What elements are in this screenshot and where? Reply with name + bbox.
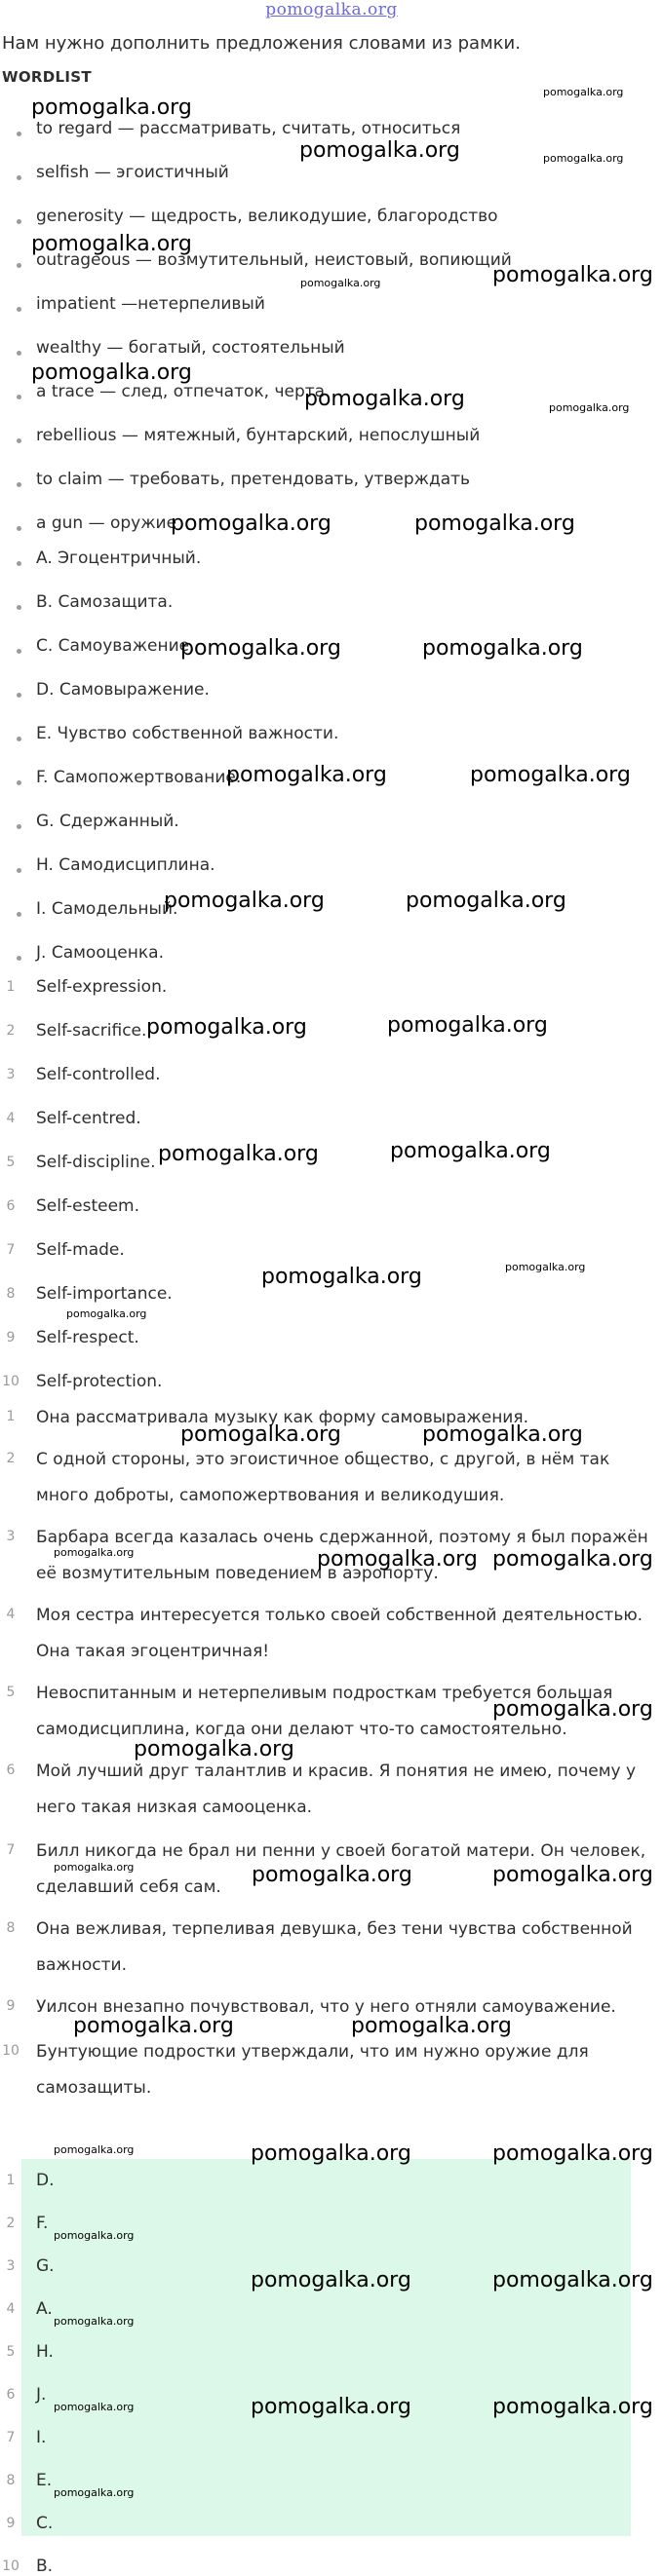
item-number: 9 [6, 1330, 16, 1345]
wordlist-item: to claim — требовать, претендовать, утверждать [36, 470, 471, 489]
list-bullet [17, 307, 21, 312]
item-number: 3 [6, 1067, 16, 1082]
word-item: Self-protection. [36, 1372, 163, 1391]
watermark: pomogalka.org [54, 1546, 135, 1559]
task-instruction: Нам нужно дополнить предложения словами из рамки. [2, 33, 521, 54]
watermark: pomogalka.org [54, 2229, 135, 2242]
answer-item: D. [36, 2171, 55, 2190]
watermark: pomogalka.org [387, 1013, 548, 1038]
watermark: pomogalka.org [226, 763, 387, 787]
item-number: 7 [6, 2430, 16, 2445]
wordlist-item: to regard — рассматривать, считать, относиться [36, 119, 461, 138]
watermark: pomogalka.org [351, 2014, 512, 2038]
wordlist-item: selfish — эгоистичный [36, 163, 229, 182]
list-bullet [17, 868, 21, 873]
watermark: pomogalka.org [66, 1307, 147, 1320]
word-item: Self-esteem. [36, 1196, 140, 1216]
item-number: 8 [6, 2473, 16, 2488]
answer-item: J. [36, 2385, 47, 2405]
watermark: pomogalka.org [180, 1422, 341, 1447]
item-number: 5 [6, 2344, 16, 2360]
watermark: pomogalka.org [164, 889, 325, 913]
watermark: pomogalka.org [543, 152, 624, 165]
word-item: Self-importance. [36, 1284, 173, 1304]
sentence-item: Она рассматривала музыку как форму самовыражения. [36, 1408, 528, 1427]
item-number: 5 [6, 1155, 16, 1170]
option-item: J. Самооценка. [36, 943, 164, 963]
word-item: Self-sacrifice. [36, 1021, 147, 1041]
word-item: Self-respect. [36, 1328, 139, 1347]
item-number: 4 [6, 1607, 16, 1622]
list-bullet [17, 482, 21, 487]
item-number: 1 [6, 2173, 16, 2188]
item-number: 4 [6, 1111, 16, 1126]
list-bullet [17, 526, 21, 531]
option-item: E. Чувство собственной важности. [36, 724, 339, 743]
watermark: pomogalka.org [492, 2268, 653, 2292]
answer-item: C. [36, 2514, 54, 2533]
list-bullet [17, 912, 21, 917]
watermark: pomogalka.org [422, 1422, 583, 1447]
watermark: pomogalka.org [414, 511, 575, 536]
sentence-item: Она вежливая, терпеливая девушка, без тени чувства собственной важности. [36, 1919, 633, 1975]
list-bullet [17, 956, 21, 961]
watermark: pomogalka.org [180, 636, 341, 661]
watermark: pomogalka.org [317, 1547, 478, 1572]
answer-item: E. [36, 2471, 53, 2490]
item-number: 9 [6, 2516, 16, 2531]
watermark: pomogalka.org [300, 277, 381, 289]
sentence-item: Уилсон внезапно почувствовал, что у него отняли самоуважение. [36, 1997, 616, 2017]
item-number: 5 [6, 1685, 16, 1700]
item-number: 3 [6, 1529, 16, 1544]
sentence-item: Моя сестра интересуется только своей собственной деятельностью. Она такая эгоцентричная! [36, 1606, 644, 1661]
list-bullet [17, 649, 21, 654]
watermark: pomogalka.org [54, 2401, 135, 2413]
watermark: pomogalka.org [543, 86, 624, 98]
list-bullet [17, 132, 21, 136]
item-number: 3 [6, 2258, 16, 2274]
list-bullet [17, 351, 21, 356]
wordlist-item: rebellious — мятежный, бунтарский, непослушный [36, 426, 481, 445]
watermark: pomogalka.org [492, 1863, 653, 1887]
watermark: pomogalka.org [422, 636, 583, 661]
watermark: pomogalka.org [406, 889, 566, 913]
answer-item: H. [36, 2342, 54, 2362]
list-bullet [17, 175, 21, 180]
list-bullet [17, 263, 21, 268]
word-item: Self-controlled. [36, 1065, 161, 1084]
watermark: pomogalka.org [54, 2143, 135, 2156]
item-number: 10 [2, 2043, 20, 2059]
wordlist-item: outrageous — возмутительный, неистовый, вопиющий [36, 250, 512, 270]
list-bullet [17, 605, 21, 610]
watermark: pomogalka.org [54, 1861, 135, 1874]
watermark: pomogalka.org [470, 763, 631, 787]
item-number: 10 [2, 2558, 20, 2574]
word-item: Self-discipline. [36, 1153, 156, 1172]
watermark: pomogalka.org [304, 387, 465, 411]
item-number: 7 [6, 1842, 16, 1858]
item-number: 2 [6, 1451, 16, 1466]
watermark: pomogalka.org [299, 138, 460, 163]
sentence-item: Мой лучший друг талантлив и красив. Я понятия не имею, почему у него такая низкая самооценка. [36, 1762, 637, 1817]
option-item: C. Самоуважение. [36, 636, 195, 656]
wordlist-item: a gun — оружие [36, 513, 177, 533]
option-item: B. Самозащита. [36, 592, 174, 612]
list-bullet [17, 780, 21, 785]
watermark: pomogalka.org [492, 1697, 653, 1722]
option-item: G. Сдержанный. [36, 812, 179, 831]
watermark: pomogalka.org [390, 1139, 551, 1163]
sentence-item: Невоспитанным и нетерпеливым подросткам требуется большая самодисциплина, когда они делают что-то самостоятельно. [36, 1684, 613, 1739]
item-number: 2 [6, 1023, 16, 1039]
wordlist-item: impatient —нетерпеливый [36, 294, 265, 314]
list-bullet [17, 395, 21, 399]
item-number: 6 [6, 1762, 16, 1778]
answer-item: F. [36, 2214, 49, 2233]
option-item: A. Эгоцентричный. [36, 549, 202, 568]
site-logo[interactable]: pomogalka.org [265, 0, 398, 19]
sentence-item: Бунтующие подростки утверждали, что им нужно оружие для самозащиты. [36, 2042, 589, 2098]
list-bullet [17, 561, 21, 566]
item-number: 9 [6, 1998, 16, 2014]
watermark: pomogalka.org [492, 2395, 653, 2419]
watermark: pomogalka.org [134, 1737, 294, 1762]
item-number: 6 [6, 1198, 16, 1214]
watermark: pomogalka.org [31, 232, 192, 256]
answer-item: A. [36, 2299, 53, 2319]
item-number: 8 [6, 1920, 16, 1936]
item-number: 6 [6, 2387, 16, 2403]
item-number: 2 [6, 2216, 16, 2231]
watermark: pomogalka.org [549, 401, 630, 414]
sentence-item: Барбара всегда казалась очень сдержанной, поэтому я был поражён её возмутительным поведением в аэропорту. [36, 1528, 648, 1583]
sentence-item: С одной стороны, это эгоистичное общество, с другой, в нём так много доброты, самопожертвования и великодушия. [36, 1450, 610, 1505]
item-number: 8 [6, 1286, 16, 1302]
sentence-item: Билл никогда не брал ни пенни у своей богатой матери. Он человек, сделавший себя сам. [36, 1841, 646, 1897]
watermark: pomogalka.org [492, 2141, 653, 2166]
item-number: 1 [6, 1409, 16, 1424]
answer-item: I. [36, 2428, 47, 2447]
option-item: H. Самодисциплина. [36, 855, 215, 875]
wordlist-item: wealthy — богатый, состоятельный [36, 338, 345, 358]
wordlist-item: a trace — след, отпечаток, черта [36, 382, 326, 401]
item-number: 10 [2, 1374, 20, 1389]
wordlist-heading: WORDLIST [2, 68, 92, 86]
wordlist-item: generosity — щедрость, великодушие, благородство [36, 207, 498, 226]
watermark: pomogalka.org [251, 2268, 411, 2292]
watermark: pomogalka.org [158, 1142, 319, 1166]
list-bullet [17, 693, 21, 698]
option-item: I. Самодельный. [36, 899, 178, 919]
watermark: pomogalka.org [73, 2014, 234, 2038]
item-number: 7 [6, 1242, 16, 1258]
word-item: Self-made. [36, 1240, 125, 1260]
watermark: pomogalka.org [54, 2486, 135, 2499]
watermark: pomogalka.org [261, 1265, 422, 1289]
watermark: pomogalka.org [146, 1015, 307, 1040]
watermark: pomogalka.org [31, 95, 192, 120]
watermark: pomogalka.org [251, 2141, 411, 2166]
watermark: pomogalka.org [492, 263, 653, 287]
item-number: 1 [6, 979, 16, 995]
watermark: pomogalka.org [54, 2315, 135, 2328]
list-bullet [17, 438, 21, 443]
option-item: D. Самовыражение. [36, 680, 210, 700]
list-bullet [17, 737, 21, 741]
answer-item: G. [36, 2256, 55, 2276]
watermark: pomogalka.org [251, 2395, 411, 2419]
watermark: pomogalka.org [31, 360, 192, 385]
watermark: pomogalka.org [492, 1547, 653, 1572]
watermark: pomogalka.org [171, 511, 332, 536]
watermark: pomogalka.org [252, 1863, 412, 1887]
list-bullet [17, 219, 21, 224]
word-item: Self-expression. [36, 977, 168, 997]
answers-panel [21, 2159, 631, 2536]
word-item: Self-centred. [36, 1109, 141, 1128]
list-bullet [17, 824, 21, 829]
watermark: pomogalka.org [505, 1261, 586, 1273]
item-number: 4 [6, 2301, 16, 2317]
option-item: F. Самопожертвование. [36, 768, 242, 787]
answer-item: B. [36, 2557, 54, 2576]
